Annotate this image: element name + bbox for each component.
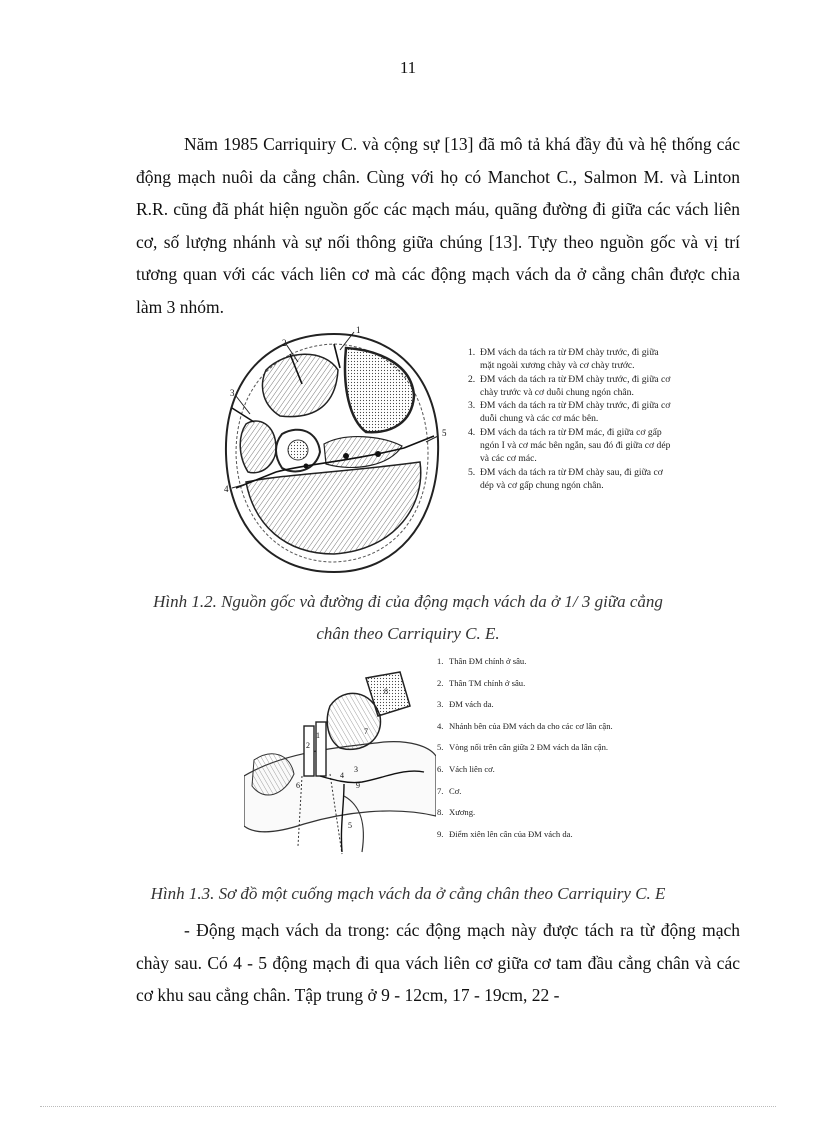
legend-item: 5. Vòng nối trên cân giữa 2 ĐM vách da lân cận. <box>437 742 609 753</box>
callout-5: 5 <box>442 428 447 438</box>
footer-divider <box>40 1106 776 1107</box>
legend-item: 1. Thân ĐM chính ở sâu. <box>437 656 527 666</box>
vessel-dot <box>375 451 381 457</box>
callout-2: 2 <box>306 741 310 750</box>
vascular-pedicle-illustration <box>244 656 436 874</box>
legend-item: 1. ĐM vách da tách ra từ ĐM chày trước, đi giữa mặt ngoài xương chày và cơ chày trước. <box>468 347 659 372</box>
callout-4: 4 <box>340 771 344 780</box>
legend-item: 4. Nhánh bên của ĐM vách da cho các cơ lân cận. <box>437 720 613 731</box>
callout-9: 9 <box>356 781 360 790</box>
callout-6: 6 <box>296 781 300 790</box>
paragraph-2-text: - Động mạch vách da trong: các động mạch này được tách ra từ động mạch chày sau. Có 4 - 5 động mạch đi qua vách liên cơ giữa cơ tam đầu cẳng chân và các cơ khu sau cẳng chân. Tập trung ở 9 - 12cm, 17 - 19cm, 22 - <box>136 920 740 1005</box>
callout-2: 2 <box>282 338 287 348</box>
legend-item: 2. Thân TM chính ở sâu. <box>437 677 526 688</box>
artery-trunk <box>304 726 314 776</box>
fibula-bone <box>288 440 308 460</box>
callout-4: 4 <box>224 484 229 494</box>
legend-item: 6. Vách liên cơ. <box>437 763 495 774</box>
body-paragraph-2 <box>136 914 740 1012</box>
callout-5: 5 <box>348 821 352 830</box>
vessel-dot <box>343 453 349 459</box>
callout-3: 3 <box>354 765 358 774</box>
figure-2-legend <box>437 656 633 850</box>
vessel-dot <box>304 464 309 469</box>
callout-7: 7 <box>364 727 368 736</box>
page-number: 11 <box>399 58 417 77</box>
legend-item: 3. ĐM vách da tách ra từ ĐM chày trước, đi giữa cơ duỗi chung và các cơ mác bên. <box>468 400 671 425</box>
legend-item: 5. ĐM vách da tách ra từ ĐM chày sau, đi giữa cơ dép và cơ gấp chung ngón chân. <box>468 466 663 491</box>
legend-item: 8. Xương. <box>437 807 476 818</box>
legend-item: 3. ĐM vách da. <box>437 699 494 710</box>
extensor-muscle <box>240 421 276 473</box>
legend-item: 7. Cơ. <box>437 785 462 796</box>
paragraph-1-text: Năm 1985 Carriquiry C. và cộng sự [13] đã mô tả khá đầy đủ và hệ thống các động mạch nuôi da cẳng chân. Cùng với họ có Manchot C., Salmon M. và Linton R.R. cũng đã phát hiện nguồn gốc các mạch máu, quãng đường đi giữa các vách liên cơ, số lượng nhánh và sự nối thông giữa chúng [13]. Tựy theo nguồn gốc và vị trí tương quan với các vách liên cơ mà các động mạch vách da ở cẳng chân được chia làm 3 nhóm. <box>136 134 740 317</box>
body-paragraph-1 <box>136 128 740 323</box>
figure-1-2 <box>206 324 678 578</box>
muscle-block <box>327 693 380 749</box>
callout-1: 1 <box>316 731 320 740</box>
callout-3: 3 <box>230 388 235 398</box>
callout-1: 1 <box>356 325 361 335</box>
legend-item: 9. Điểm xiên lên cân của ĐM vách da. <box>437 828 573 839</box>
figure-1-2-caption-line-2: chân theo Carriquiry C. E. <box>316 624 500 643</box>
legend-item: 4. ĐM vách da tách ra từ ĐM mác, đi giữa cơ gấp ngón I và cơ mác bên ngắn, sau đó đi giữa cơ dép và các cơ mác. <box>468 426 671 465</box>
figure-1-legend <box>468 346 672 492</box>
figure-1-2-caption-line-1: Hình 1.2. Nguồn gốc và đường đi của động mạch vách da ở 1/ 3 giữa cẳng <box>153 592 663 611</box>
legend-item: 2. ĐM vách da tách ra từ ĐM chày trước, đi giữa cơ chày trước và cơ duỗi chung ngón chân. <box>468 373 671 398</box>
callout-8: 8 <box>384 687 388 696</box>
figure-1-3-caption: Hình 1.3. Sơ đồ một cuống mạch vách da ở cẳng chân theo Carriquiry C. E <box>150 884 666 903</box>
leg-cross-section-illustration <box>206 324 462 578</box>
figure-1-3 <box>244 656 636 874</box>
